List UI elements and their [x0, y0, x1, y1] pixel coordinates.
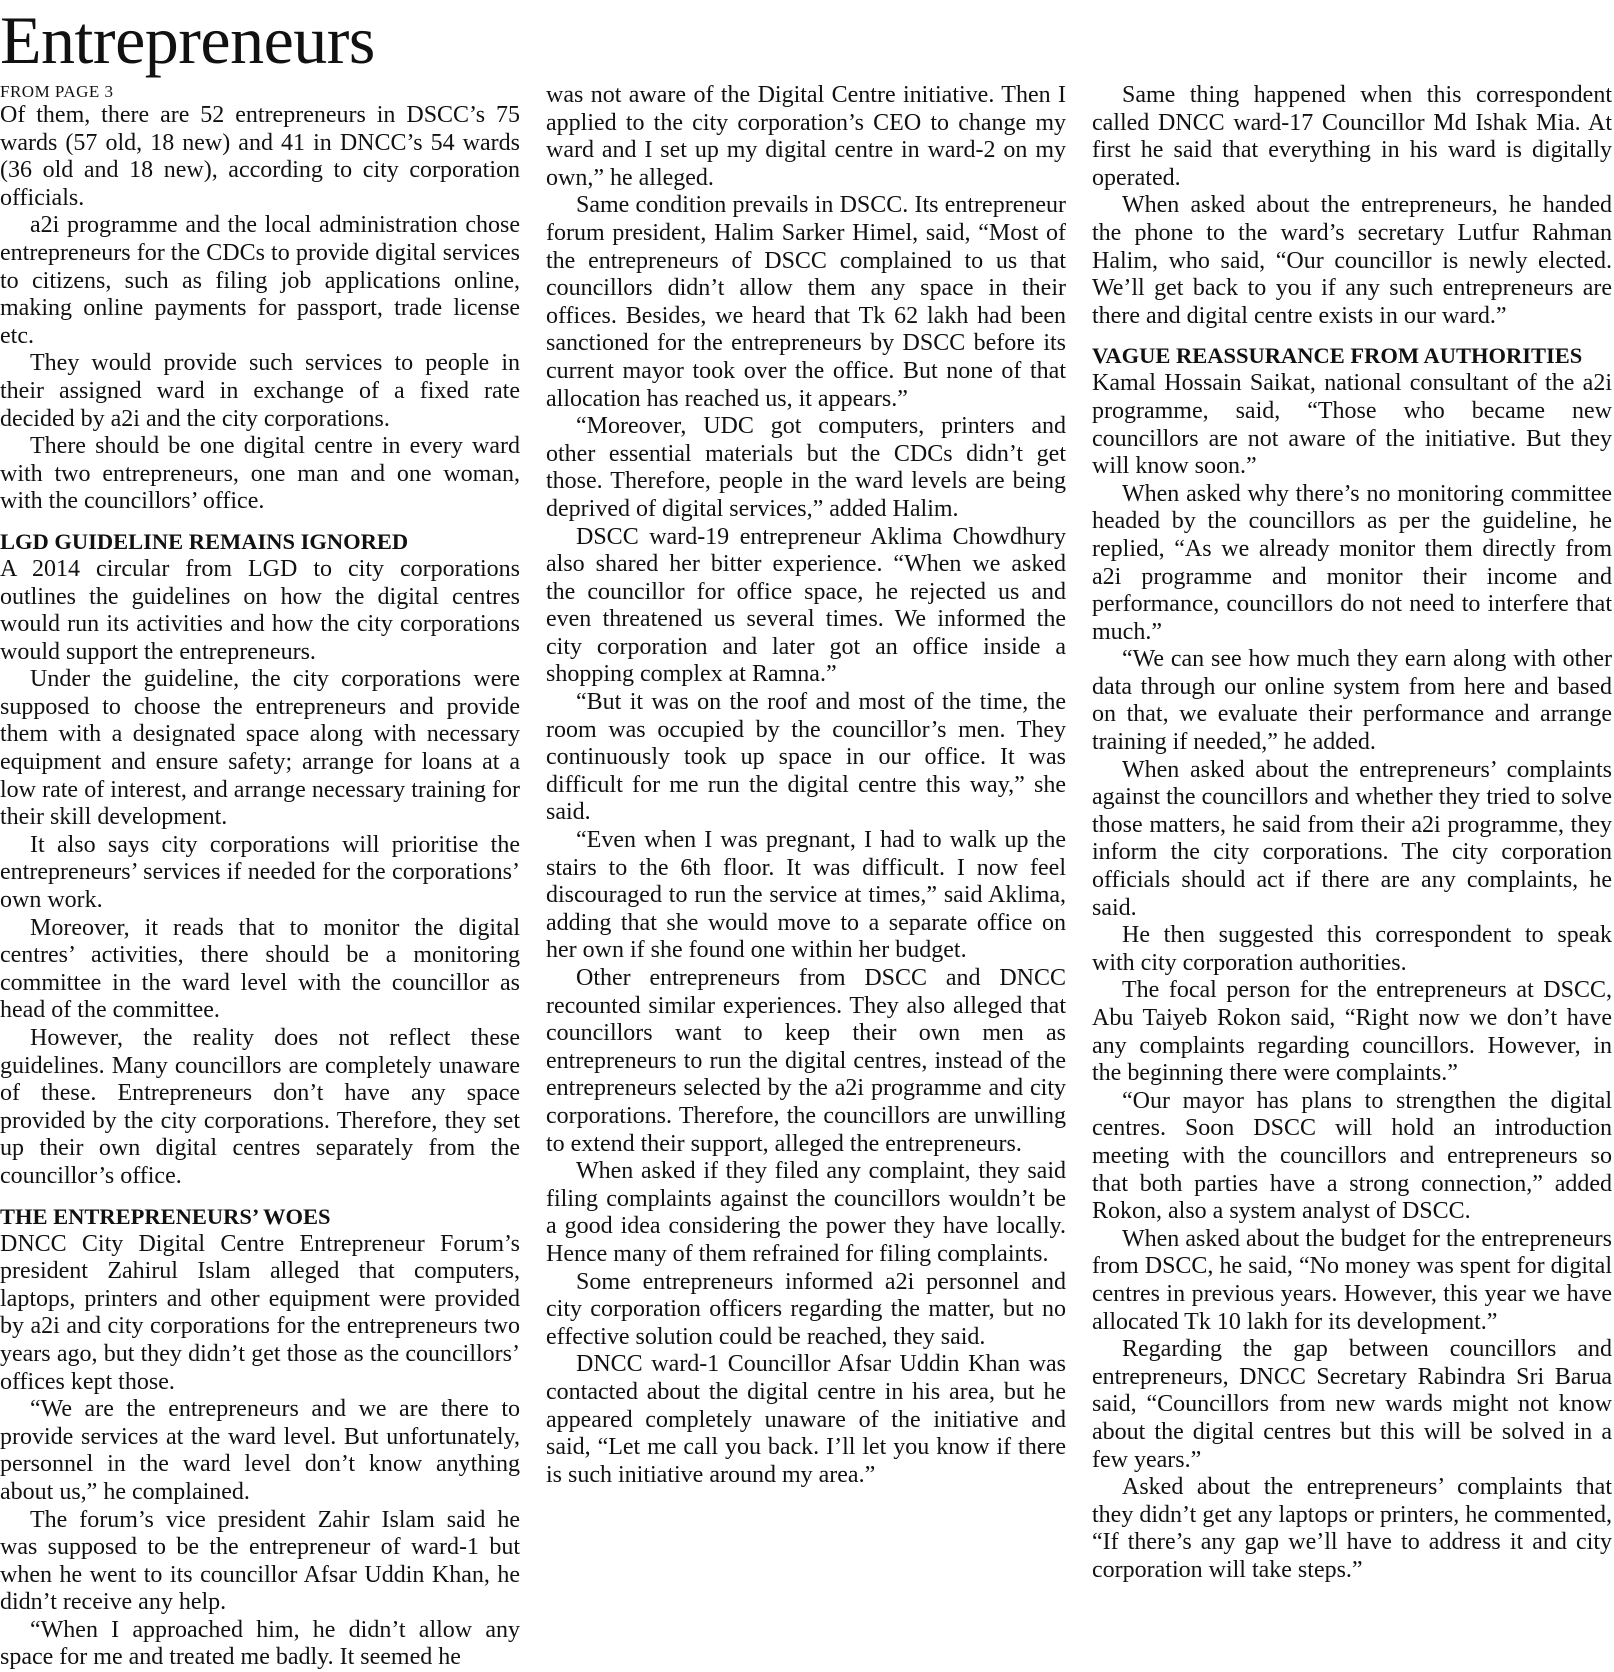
paragraph: DSCC ward-19 entrepreneur Aklima Chowdhury also shared her bitter experience. “When we asked the councillor for office space, he rejected us and even threatened us several times. We informed the city corporation and later got an office inside a shopping complex at Ramna.”: [546, 523, 1066, 688]
paragraph: Same thing happened when this correspondent called DNCC ward-17 Councillor Md Ishak Mia. At first he said that everything in his ward is digitally operated.: [1092, 82, 1612, 191]
paragraph: When asked about the entrepreneurs’ complaints against the councillors and whether they tried to solve those matters, he said from their a2i programme, they inform the city corporations. The city corporation officials should act if there are any complaints, he said.: [1092, 756, 1612, 921]
headline: Entrepreneurs: [0, 2, 375, 78]
paragraph: “We are the entrepreneurs and we are there to provide services at the ward level. But unfortunately, personnel in the ward level don’t know anything about us,” he complained.: [0, 1396, 520, 1505]
paragraph: Kamal Hossain Saikat, national consultant of the a2i programme, said, “Those who became new councillors are not aware of the initiative. But they will know soon.”: [1092, 370, 1612, 480]
paragraph: “Even when I was pregnant, I had to walk up the stairs to the 6th floor. It was difficult. I now feel discouraged to run the service at times,” said Aklima, adding that she would move to a separate office on her own if she found one within her budget.: [546, 827, 1066, 964]
paragraph: A 2014 circular from LGD to city corporations outlines the guidelines on how the digital centres would run its activities and how the city corporations would support the entrepreneurs.: [0, 555, 520, 665]
paragraph: “Moreover, UDC got computers, printers and other essential materials but the CDCs didn’t get those. Therefore, people in the ward levels are being deprived of digital services,” added Halim.: [546, 413, 1066, 522]
subheading: VAGUE REASSURANCE FROM AUTHORITIES: [1092, 343, 1583, 369]
paragraph: When asked about the budget for the entrepreneurs from DSCC, he said, “No money was spent for digital centres in previous years. However, this year we have allocated Tk 10 lakh for its development.”: [1092, 1225, 1612, 1335]
paragraph: When asked why there’s no monitoring committee headed by the councillors as per the guideline, he replied, “As we already monitor them directly from a2i programme and monitor their income and performance, councillors do not need to interfere that much.”: [1092, 480, 1612, 645]
paragraph: “We can see how much they earn along with other data through our online system from here and based on that, we evaluate their performance and arrange training if needed,” he added.: [1092, 646, 1612, 756]
continued-from-label: FROM PAGE 3: [0, 82, 114, 101]
paragraph: a2i programme and the local administration chose entrepreneurs for the CDCs to provide digital services to citizens, such as filing job applications online, making online payments for passport, trade license etc.: [0, 212, 520, 349]
paragraph: He then suggested this correspondent to speak with city corporation authorities.: [1092, 922, 1612, 976]
subheading: THE ENTREPRENEURS’ WOES: [0, 1203, 331, 1229]
paragraph: They would provide such services to people in their assigned ward in exchange of a fixed rate decided by a2i and the city corporations.: [0, 350, 520, 432]
paragraph: was not aware of the Digital Centre initiative. Then I applied to the city corporation’s CEO to change my ward and I set up my digital centre in ward-2 on my own,” he alleged.: [546, 82, 1066, 191]
paragraph: DNCC City Digital Centre Entrepreneur Forum’s president Zahirul Islam alleged that computers, laptops, printers and other equipment were provided by a2i and city corporations for the entrepreneurs two years ago, but they didn’t get those as the councillors’ offices kept those.: [0, 1230, 520, 1395]
paragraph: Moreover, it reads that to monitor the digital centres’ activities, there should be a monitoring committee in the ward level with the councillor as head of the committee.: [0, 914, 520, 1024]
paragraph: Asked about the entrepreneurs’ complaints that they didn’t get any laptops or printers, he commented, “If there’s any gap we’ll have to address it and city corporation will take steps.”: [1092, 1474, 1612, 1583]
paragraph: Under the guideline, the city corporations were supposed to choose the entrepreneurs and provide them with a designated space along with necessary equipment and ensure safety; arrange for loans at a low rate of interest, and arrange necessary training for their skill development.: [0, 666, 520, 831]
paragraph: Regarding the gap between councillors and entrepreneurs, DNCC Secretary Rabindra Sri Barua said, “Councillors from new wards might not know about the digital centres but this will be solved in a few years.”: [1092, 1336, 1612, 1473]
paragraph: However, the reality does not reflect these guidelines. Many councillors are completely unaware of these. Entrepreneurs don’t have any space provided by the city corporations. Therefore, they set up their own digital centres separately from the councillor’s office.: [0, 1025, 520, 1189]
paragraph: When asked about the entrepreneurs, he handed the phone to the ward’s secretary Lutfur Rahman Halim, who said, “Our councillor is newly elected. We’ll get back to you if any such entrepreneurs are there and digital centre exists in our ward.”: [1092, 192, 1612, 329]
article-body: [0, 82, 1614, 1671]
paragraph: Some entrepreneurs informed a2i personnel and city corporation officers regarding the matter, but no effective solution could be reached, they said.: [546, 1268, 1066, 1350]
paragraph: “When I approached him, he didn’t allow any space for me and treated me badly. It seemed he: [0, 1616, 520, 1671]
column-2: [546, 82, 1066, 1489]
subheading: LGD GUIDELINE REMAINS IGNORED: [0, 528, 409, 554]
paragraph: “But it was on the roof and most of the time, the room was occupied by the councillor’s men. They continuously took up space in our office. It was difficult for me run the digital centre this way,” she said.: [546, 689, 1066, 826]
paragraph: The focal person for the entrepreneurs at DSCC, Abu Taiyeb Rokon said, “Right now we don’t have any complaints regarding councillors. However, in the beginning there were complaints.”: [1092, 977, 1612, 1087]
paragraph: The forum’s vice president Zahir Islam said he was supposed to be the entrepreneur of ward-1 but when he went to its councillor Afsar Uddin Khan, he didn’t receive any help.: [0, 1506, 520, 1616]
paragraph: It also says city corporations will prioritise the entrepreneurs’ services if needed for the corporations’ own work.: [0, 831, 520, 914]
paragraph: When asked if they filed any complaint, they said filing complaints against the councillors wouldn’t be a good idea considering the power they have locally. Hence many of them refrained for filing complaints.: [546, 1158, 1066, 1267]
paragraph: There should be one digital centre in every ward with two entrepreneurs, one man and one woman, with the councillors’ office.: [0, 433, 520, 515]
paragraph: DNCC ward-1 Councillor Afsar Uddin Khan was contacted about the digital centre in his area, but he appeared completely unaware of the initiative and said, “Let me call you back. I’ll let you know if there is such initiative around my area.”: [546, 1351, 1066, 1488]
column-1: [0, 82, 520, 1672]
paragraph: Other entrepreneurs from DSCC and DNCC recounted similar experiences. They also alleged that councillors want to keep their own men as entrepreneurs to run the digital centres, instead of the entrepreneurs selected by the a2i programme and city corporations. Therefore, the councillors are unwilling to extend their support, alleged the entrepreneurs.: [546, 965, 1066, 1157]
paragraph: Same condition prevails in DSCC. Its entrepreneur forum president, Halim Sarker Himel, said, “Most of the entrepreneurs of DSCC complained to us that councillors didn’t allow them any space in their offices. Besides, we heard that Tk 62 lakh had been sanctioned for the entrepreneurs by DSCC before its current mayor took over the office. But none of that allocation has reached us, it appears.”: [546, 192, 1066, 412]
column-3: [1092, 82, 1612, 1584]
paragraph: Of them, there are 52 entrepreneurs in DSCC’s 75 wards (57 old, 18 new) and 41 in DNCC’s 54 wards (36 old and 18 new), according to city corporation officials.: [0, 102, 520, 211]
paragraph: “Our mayor has plans to strengthen the digital centres. Soon DSCC will hold an introduction meeting with the councillors and entrepreneurs so that both parties have a strong connection,” added Rokon, also a system analyst of DSCC.: [1092, 1087, 1612, 1225]
